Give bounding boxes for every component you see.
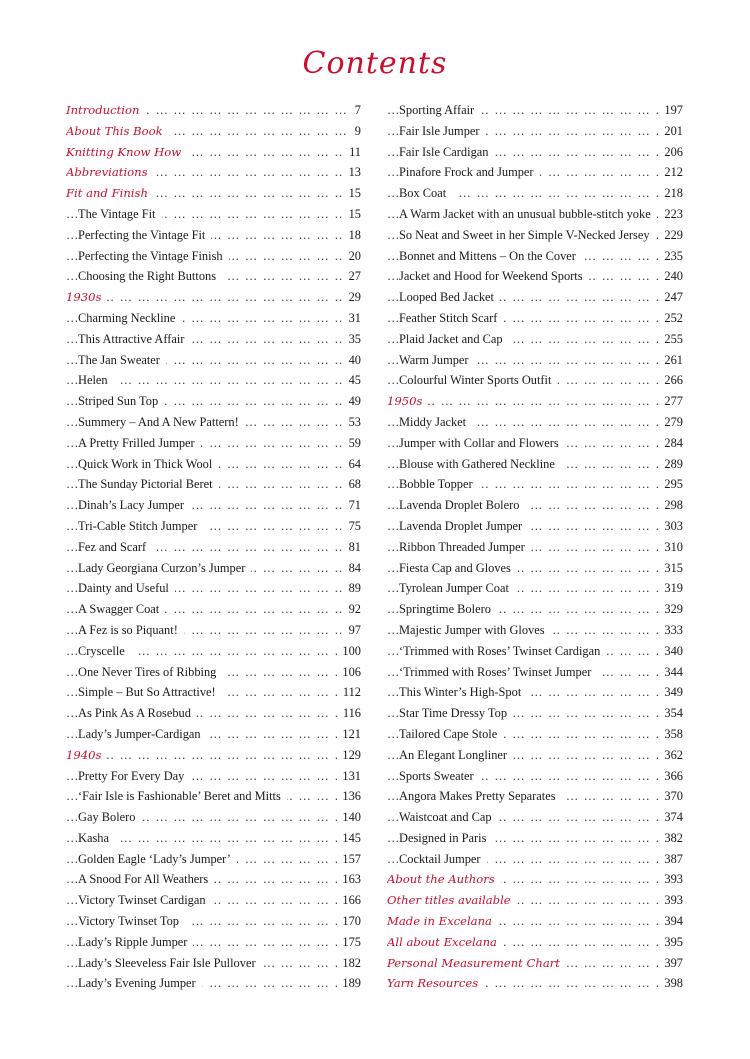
toc-entry-page: 374	[659, 807, 683, 828]
toc-entry-page: 131	[337, 766, 361, 787]
toc-entry[interactable]	[66, 745, 361, 766]
toc-entry-title: Warm Jumper	[399, 350, 475, 371]
toc-entry-title: Quick Work in Thick Wool	[78, 454, 218, 475]
toc-entry[interactable]	[66, 973, 361, 994]
toc-entry[interactable]	[66, 786, 361, 807]
toc-entry[interactable]	[387, 911, 683, 932]
toc-entry[interactable]	[66, 537, 361, 558]
toc-entry-title: Lavenda Droplet Jumper	[399, 516, 528, 537]
toc-entry[interactable]	[66, 724, 361, 745]
toc-entry[interactable]	[66, 953, 361, 974]
toc-entry-title: Gay Bolero	[78, 807, 141, 828]
toc-entry-title: Sporting Affair	[399, 100, 480, 121]
toc-entry-title: About This Book	[66, 121, 169, 142]
toc-entry-title: Star Time Dressy Top	[399, 703, 513, 724]
toc-entry[interactable]	[66, 266, 361, 287]
toc-entry-title: Golden Eagle ‘Lady’s Jumper’	[78, 849, 237, 870]
toc-entry[interactable]	[66, 391, 361, 412]
toc-entry[interactable]	[66, 204, 361, 225]
toc-entry-page: 382	[659, 828, 683, 849]
toc-entry[interactable]	[387, 766, 683, 787]
toc-left-column	[66, 100, 361, 994]
toc-entry-page: 31	[344, 308, 361, 329]
toc-entry[interactable]	[387, 370, 683, 391]
toc-entry-title: Colourful Winter Sports Outfit	[399, 370, 557, 391]
toc-entry[interactable]	[387, 287, 683, 308]
toc-right-column	[387, 100, 683, 994]
toc-entry-page: 35	[344, 329, 361, 350]
toc-entry-title: Victory Twinset Cardigan	[78, 890, 212, 911]
toc-entry-page: 340	[659, 641, 683, 662]
toc-entry-page: 398	[659, 973, 683, 994]
toc-entry[interactable]	[66, 932, 361, 953]
toc-entry-page: 394	[659, 911, 683, 932]
toc-entry-page: 240	[659, 266, 683, 287]
toc-entry-page: 370	[659, 786, 683, 807]
toc-entry-page: 129	[337, 745, 361, 766]
toc-entry-title: Fair Isle Jumper	[399, 121, 486, 142]
toc-entry-title: Lady’s Evening Jumper	[78, 973, 202, 994]
toc-entry-page: 89	[344, 578, 361, 599]
toc-entry-page: 289	[659, 454, 683, 475]
toc-entry-page: 279	[659, 412, 683, 433]
toc-entry-title: Sports Sweater	[399, 766, 480, 787]
toc-entry[interactable]	[66, 703, 361, 724]
toc-entry[interactable]	[66, 433, 361, 454]
toc-entry-page: 116	[338, 703, 361, 724]
toc-entry-title: Fair Isle Cardigan	[399, 142, 494, 163]
toc-entry[interactable]	[66, 246, 361, 267]
toc-entry-page: 319	[659, 578, 683, 599]
toc-entry-title: Summery – And A New Pattern!	[78, 412, 245, 433]
toc-entry-title: 1940s	[66, 745, 107, 766]
toc-entry-title: Victory Twinset Top	[78, 911, 185, 932]
toc-entry[interactable]	[387, 682, 683, 703]
toc-entry[interactable]	[66, 807, 361, 828]
toc-entry-page: 255	[659, 329, 683, 350]
toc-entry[interactable]	[66, 474, 361, 495]
dot-leader	[66, 287, 361, 308]
toc-entry[interactable]	[66, 370, 361, 391]
toc-entry-title: Yarn Resources	[387, 973, 484, 994]
toc-entry[interactable]	[66, 558, 361, 579]
toc-entry-title: Tri-Cable Stitch Jumper	[78, 516, 203, 537]
toc-entry-page: 266	[659, 370, 683, 391]
toc-entry-page: 166	[337, 890, 361, 911]
toc-entry[interactable]	[387, 953, 683, 974]
toc-entry-title: An Elegant Longliner	[399, 745, 513, 766]
toc-entry-title: Striped Sun Top	[78, 391, 164, 412]
toc-entry-page: 71	[344, 495, 361, 516]
toc-entry-title: 1950s	[387, 391, 428, 412]
toc-entry-title: Middy Jacket	[399, 412, 472, 433]
toc-entry-page: 212	[659, 162, 683, 183]
toc-entry-page: 121	[337, 724, 361, 745]
toc-entry[interactable]	[387, 183, 683, 204]
toc-entry[interactable]	[387, 391, 683, 412]
toc-entry-page: 45	[344, 370, 361, 391]
toc-entry-title: Majestic Jumper with Gloves	[399, 620, 551, 641]
toc-entry[interactable]	[387, 412, 683, 433]
toc-entry-title: A Warm Jacket with an unusual bubble-stitch yoke	[399, 204, 657, 225]
toc-entry[interactable]	[387, 745, 683, 766]
toc-entry[interactable]	[66, 641, 361, 662]
toc-entry-title: Personal Measurement Chart	[387, 953, 566, 974]
toc-entry-title: The Jan Sweater	[78, 350, 166, 371]
toc-entry-page: 27	[344, 266, 361, 287]
toc-entry[interactable]	[387, 474, 683, 495]
toc-entry-title: One Never Tires of Ribbing	[78, 662, 222, 683]
toc-entry-page: 397	[659, 953, 683, 974]
toc-entry[interactable]	[387, 350, 683, 371]
toc-entry-title: Charming Neckline	[78, 308, 181, 329]
toc-entry[interactable]	[387, 246, 683, 267]
toc-entry-page: 112	[338, 682, 361, 703]
toc-entry-page: 252	[659, 308, 683, 329]
toc-entry[interactable]	[66, 911, 361, 932]
toc-entry-page: 393	[659, 869, 683, 890]
dot-leader	[387, 391, 683, 412]
toc-entry[interactable]	[66, 183, 361, 204]
toc-entry-title: A Snood For All Weathers	[78, 869, 214, 890]
toc-entry[interactable]	[387, 578, 683, 599]
toc-entry-title: Kasha	[78, 828, 115, 849]
toc-entry-page: 182	[337, 953, 361, 974]
toc-entry[interactable]	[66, 828, 361, 849]
toc-entry-page: 387	[659, 849, 683, 870]
toc-entry-title: Cryscelle	[78, 641, 131, 662]
toc-entry-page: 11	[344, 142, 361, 163]
toc-entry[interactable]	[387, 537, 683, 558]
toc-entry-page: 235	[659, 246, 683, 267]
toc-entry[interactable]	[66, 495, 361, 516]
page-title: Contents	[302, 46, 448, 81]
toc-entry-title: Lavenda Droplet Bolero	[399, 495, 525, 516]
toc-entry-title: Springtime Bolero	[399, 599, 497, 620]
toc-entry-title: Tyrolean Jumper Coat	[399, 578, 515, 599]
toc-entry-title: Lady’s Jumper-Cardigan	[78, 724, 207, 745]
toc-entry-title: The Sunday Pictorial Beret	[78, 474, 219, 495]
toc-entry[interactable]	[66, 225, 361, 246]
toc-entry-title: Simple – But So Attractive!	[78, 682, 222, 703]
toc-entry-title: Introduction	[66, 100, 145, 121]
toc-entry[interactable]	[66, 454, 361, 475]
toc-entry-page: 157	[337, 849, 361, 870]
toc-entry-page: 329	[659, 599, 683, 620]
toc-entry-page: 40	[344, 350, 361, 371]
toc-entry[interactable]	[66, 121, 361, 142]
toc-entry[interactable]	[387, 641, 683, 662]
toc-entry[interactable]	[387, 828, 683, 849]
toc-entry-page: 247	[659, 287, 683, 308]
toc-entry-title: ‘Trimmed with Roses’ Twinset Cardigan	[399, 641, 606, 662]
toc-entry-page: 59	[344, 433, 361, 454]
toc-entry-page: 92	[344, 599, 361, 620]
toc-entry-title: Looped Bed Jacket	[399, 287, 500, 308]
toc-entry-title: ‘Fair Isle is Fashionable’ Beret and Mitts	[78, 786, 287, 807]
toc-entry-page: 277	[659, 391, 683, 412]
toc-entry-title: Choosing the Right Buttons	[78, 266, 222, 287]
toc-entry-page: 344	[659, 662, 683, 683]
toc-entry-title: Lady’s Ripple Jumper	[78, 932, 193, 953]
toc-entry[interactable]	[387, 454, 683, 475]
toc-entry-page: 362	[659, 745, 683, 766]
toc-entry[interactable]	[387, 807, 683, 828]
toc-entry-page: 68	[344, 474, 361, 495]
toc-entry[interactable]	[66, 350, 361, 371]
toc-entry[interactable]	[387, 142, 683, 163]
toc-entry[interactable]	[387, 599, 683, 620]
toc-entry[interactable]	[387, 620, 683, 641]
toc-entry[interactable]	[387, 849, 683, 870]
toc-entry-title: Dainty and Useful	[78, 578, 175, 599]
toc-entry-title: This Attractive Affair	[78, 329, 190, 350]
toc-entry[interactable]	[387, 162, 683, 183]
toc-entry-title: A Fez is so Piquant!	[78, 620, 184, 641]
toc-entry-title: Tailored Cape Stole	[399, 724, 503, 745]
toc-entry-page: 393	[659, 890, 683, 911]
toc-entry-page: 218	[659, 183, 683, 204]
toc-entry-page: 136	[337, 786, 361, 807]
toc-entry[interactable]	[66, 287, 361, 308]
toc-entry-page: 366	[659, 766, 683, 787]
toc-entry-page: 170	[337, 911, 361, 932]
toc-entry-title: Pretty For Every Day	[78, 766, 190, 787]
toc-entry[interactable]	[387, 100, 683, 121]
toc-entry-title: Designed in Paris	[399, 828, 492, 849]
toc-entry-page: 223	[659, 204, 683, 225]
toc-entry-page: 29	[344, 287, 361, 308]
toc-entry-page: 310	[659, 537, 683, 558]
toc-entry-title: This Winter’s High-Spot	[399, 682, 527, 703]
toc-entry-page: 15	[344, 183, 361, 204]
toc-entry-title: Bonnet and Mittens – On the Cover	[399, 246, 582, 267]
toc-entry-title: Knitting Know How	[66, 142, 187, 163]
toc-entry-title: Feather Stitch Scarf	[399, 308, 503, 329]
toc-entry-title: 1930s	[66, 287, 107, 308]
toc-entry-page: 197	[659, 100, 683, 121]
toc-entry-page: 64	[344, 454, 361, 475]
toc-entry[interactable]	[66, 516, 361, 537]
toc-entry-page: 140	[337, 807, 361, 828]
toc-entry-title: Perfecting the Vintage Finish	[78, 246, 229, 267]
toc-entry-title: The Vintage Fit	[78, 204, 162, 225]
toc-entry-page: 315	[659, 558, 683, 579]
toc-entry-page: 97	[344, 620, 361, 641]
toc-entry[interactable]	[66, 849, 361, 870]
toc-entry-page: 13	[344, 162, 361, 183]
toc-entry[interactable]	[387, 724, 683, 745]
toc-entry-page: 333	[659, 620, 683, 641]
toc-entry[interactable]	[66, 100, 361, 121]
toc-entry-title: Fit and Finish	[66, 183, 154, 204]
toc-entry[interactable]	[387, 308, 683, 329]
toc-entry[interactable]	[387, 932, 683, 953]
toc-entry[interactable]	[387, 890, 683, 911]
toc-entry-title: Blouse with Gathered Neckline	[399, 454, 561, 475]
toc-entry-page: 261	[659, 350, 683, 371]
toc-entry[interactable]	[387, 121, 683, 142]
toc-entry-title: As Pink As A Rosebud	[78, 703, 197, 724]
toc-entry-page: 49	[344, 391, 361, 412]
toc-entry-page: 206	[659, 142, 683, 163]
toc-entry-title: Bobble Topper	[399, 474, 479, 495]
dot-leader	[66, 745, 361, 766]
toc-entry-title: About the Authors	[387, 869, 501, 890]
toc-entry-title: So Neat and Sweet in her Simple V-Necked Jersey	[399, 225, 656, 246]
toc-entry-page: 354	[659, 703, 683, 724]
toc-entry-title: A Pretty Frilled Jumper	[78, 433, 201, 454]
toc-entry-page: 75	[344, 516, 361, 537]
toc-entry-title: Box Coat	[399, 183, 452, 204]
toc-entry-title: Abbreviations	[66, 162, 154, 183]
toc-entry[interactable]	[387, 786, 683, 807]
toc-entry-title: Jumper with Collar and Flowers	[399, 433, 565, 454]
toc-entry-title: All about Excelana	[387, 932, 503, 953]
toc-entry-page: 358	[659, 724, 683, 745]
toc-entry-title: Other titles available	[387, 890, 517, 911]
toc-entry[interactable]	[387, 433, 683, 454]
toc-entry[interactable]	[387, 516, 683, 537]
toc-entry-page: 7	[350, 100, 361, 121]
toc-entry-title: Helen	[78, 370, 114, 391]
toc-entry[interactable]	[387, 662, 683, 683]
toc-entry-title: Cocktail Jumper	[399, 849, 487, 870]
toc-entry-title: Fiesta Cap and Gloves	[399, 558, 517, 579]
toc-entry[interactable]	[387, 204, 683, 225]
toc-entry[interactable]	[387, 266, 683, 287]
toc-entry[interactable]	[66, 869, 361, 890]
toc-entry[interactable]	[66, 620, 361, 641]
toc-entry-page: 81	[344, 537, 361, 558]
toc-entry-page: 175	[337, 932, 361, 953]
toc-entry-page: 163	[337, 869, 361, 890]
toc-entry[interactable]	[387, 973, 683, 994]
toc-entry[interactable]	[66, 329, 361, 350]
toc-entry-page: 20	[344, 246, 361, 267]
toc-entry[interactable]	[66, 662, 361, 683]
toc-entry-page: 229	[659, 225, 683, 246]
toc-entry-page: 189	[337, 973, 361, 994]
toc-entry-page: 395	[659, 932, 683, 953]
toc-entry-page: 284	[659, 433, 683, 454]
toc-entry[interactable]	[387, 225, 683, 246]
toc-entry-title: Perfecting the Vintage Fit	[78, 225, 211, 246]
toc-entry[interactable]	[66, 890, 361, 911]
toc-entry-page: 18	[344, 225, 361, 246]
toc-entry-page: 100	[337, 641, 361, 662]
toc-entry-page: 106	[337, 662, 361, 683]
toc-entry-title: Jacket and Hood for Weekend Sports	[399, 266, 589, 287]
toc-entry-page: 84	[344, 558, 361, 579]
toc-entry[interactable]	[66, 578, 361, 599]
toc-entry-page: 349	[659, 682, 683, 703]
toc-entry[interactable]	[387, 495, 683, 516]
toc-entry-page: 53	[344, 412, 361, 433]
toc-entry-title: Ribbon Threaded Jumper	[399, 537, 531, 558]
toc-entry[interactable]	[387, 703, 683, 724]
toc-entry-page: 145	[337, 828, 361, 849]
toc-entry[interactable]	[387, 558, 683, 579]
toc-entry-title: A Swagger Coat	[78, 599, 165, 620]
toc-entry-title: Made in Excelana	[387, 911, 498, 932]
toc-entry[interactable]	[66, 599, 361, 620]
toc-entry-title: Waistcoat and Cap	[399, 807, 498, 828]
toc-entry-page: 9	[350, 121, 361, 142]
toc-entry[interactable]	[66, 162, 361, 183]
toc-entry-page: 201	[659, 121, 683, 142]
toc-entry-title: Lady Georgiana Curzon’s Jumper	[78, 558, 251, 579]
toc-entry[interactable]	[66, 682, 361, 703]
toc-entry-page: 295	[659, 474, 683, 495]
toc-entry[interactable]	[66, 308, 361, 329]
toc-entry-page: 303	[659, 516, 683, 537]
toc-entry-title: ‘Trimmed with Roses’ Twinset Jumper	[399, 662, 597, 683]
toc-entry-title: Fez and Scarf	[78, 537, 152, 558]
toc-entry-title: Angora Makes Pretty Separates	[399, 786, 562, 807]
toc-entry-page: 298	[659, 495, 683, 516]
toc-entry[interactable]	[387, 869, 683, 890]
toc-entry[interactable]	[66, 412, 361, 433]
toc-entry[interactable]	[387, 329, 683, 350]
toc-entry-title: Dinah’s Lacy Jumper	[78, 495, 190, 516]
toc-entry-page: 15	[344, 204, 361, 225]
toc-entry-title: Pinafore Frock and Jumper	[399, 162, 540, 183]
toc-entry-title: Plaid Jacket and Cap	[399, 329, 509, 350]
toc-entry[interactable]	[66, 766, 361, 787]
toc-entry-title: Lady’s Sleeveless Fair Isle Pullover	[78, 953, 262, 974]
toc-entry[interactable]	[66, 142, 361, 163]
